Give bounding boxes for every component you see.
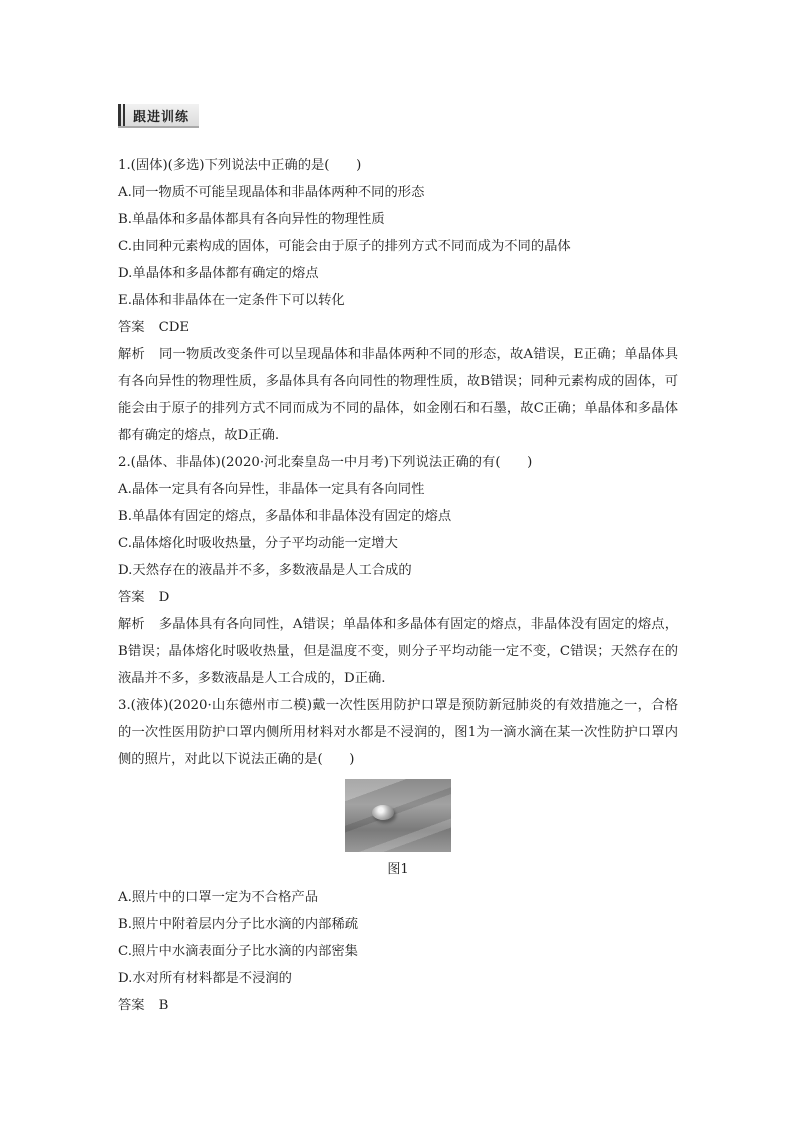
- question-stem: 2.(晶体、非晶体)(2020·河北秦皇岛一中月考)下列说法正确的有( ): [118, 455, 533, 470]
- section-header: [118, 104, 199, 128]
- option-e: E.晶体和非晶体在一定条件下可以转化: [118, 293, 345, 308]
- figure-caption: 图1: [387, 862, 409, 877]
- option-a: A.照片中的口罩一定为不合格产品: [118, 890, 318, 905]
- analysis-paragraph: [118, 341, 678, 449]
- question-stem: 1.(固体)(多选)下列说法中正确的是( ): [118, 158, 362, 173]
- question-2: [118, 449, 678, 692]
- option-a: A.同一物质不可能呈现晶体和非晶体两种不同的形态: [118, 185, 425, 200]
- analysis-label: 解析: [118, 617, 145, 632]
- answer-value: D: [158, 590, 170, 605]
- analysis-text: 多晶体具有各向同性，A错误；单晶体和多晶体有固定的熔点，非晶体没有固定的熔点，B错误；晶体熔化时吸收热量，但是温度不变，则分子平均动能一定不变，C错误；天然存在的液晶并不多，多数液晶是人工合成的，D正确.: [118, 617, 679, 686]
- answer-value: B: [158, 998, 169, 1013]
- question-1: [118, 152, 678, 449]
- analysis-text: 同一物质改变条件可以呈现晶体和非晶体两种不同的形态，故A错误，E正确；单晶体具有各向异性的物理性质，多晶体具有各向同性的物理性质，故B错误；同种元素构成的固体，可能会由于原子的排列方式不同而成为不同的晶体，如金刚石和石墨，故C正确；单晶体和多晶体都有确定的熔点，故D正确.: [118, 347, 678, 443]
- answer-line: [118, 992, 678, 1019]
- question-stem: 3.(液体)(2020·山东德州市二模)戴一次性医用防护口罩是预防新冠肺炎的有效措施之一，合格的一次性医用防护口罩内侧所用材料对水都是不浸润的，图1为一滴水滴在某一次性防护口罩内侧的照片，对此以下说法正确的是( ): [118, 698, 678, 767]
- answer-label: 答案: [118, 998, 145, 1013]
- option-a: A.晶体一定具有各向异性，非晶体一定具有各向同性: [118, 482, 425, 497]
- option-c: C.晶体熔化时吸收热量，分子平均动能一定增大: [118, 536, 398, 551]
- question-3: [118, 692, 678, 1019]
- answer-label: 答案: [118, 320, 145, 335]
- mask-water-drop-photo: [345, 779, 451, 852]
- option-d: D.水对所有材料都是不浸润的: [118, 971, 292, 986]
- analysis-label: 解析: [118, 347, 145, 362]
- answer-value: CDE: [158, 320, 190, 335]
- option-b: B.单晶体有固定的熔点，多晶体和非晶体没有固定的熔点: [118, 509, 452, 524]
- answer-line: [118, 314, 678, 341]
- option-d: D.天然存在的液晶并不多，多数液晶是人工合成的: [118, 563, 412, 578]
- option-b: B.单晶体和多晶体都具有各向异性的物理性质: [118, 212, 385, 227]
- water-drop: [372, 805, 394, 820]
- option-b: B.照片中附着层内分子比水滴的内部稀疏: [118, 917, 359, 932]
- analysis-paragraph: [118, 611, 678, 692]
- option-c: C.照片中水滴表面分子比水滴的内部密集: [118, 944, 358, 959]
- section-marker-icon: [118, 104, 127, 126]
- option-c: C.由同种元素构成的固体，可能会由于原子的排列方式不同而成为不同的晶体: [118, 239, 571, 254]
- option-d: D.单晶体和多晶体都有确定的熔点: [118, 266, 319, 281]
- document-page: [118, 104, 678, 1019]
- answer-line: [118, 584, 678, 611]
- section-title: 跟进训练: [133, 109, 190, 125]
- answer-label: 答案: [118, 590, 145, 605]
